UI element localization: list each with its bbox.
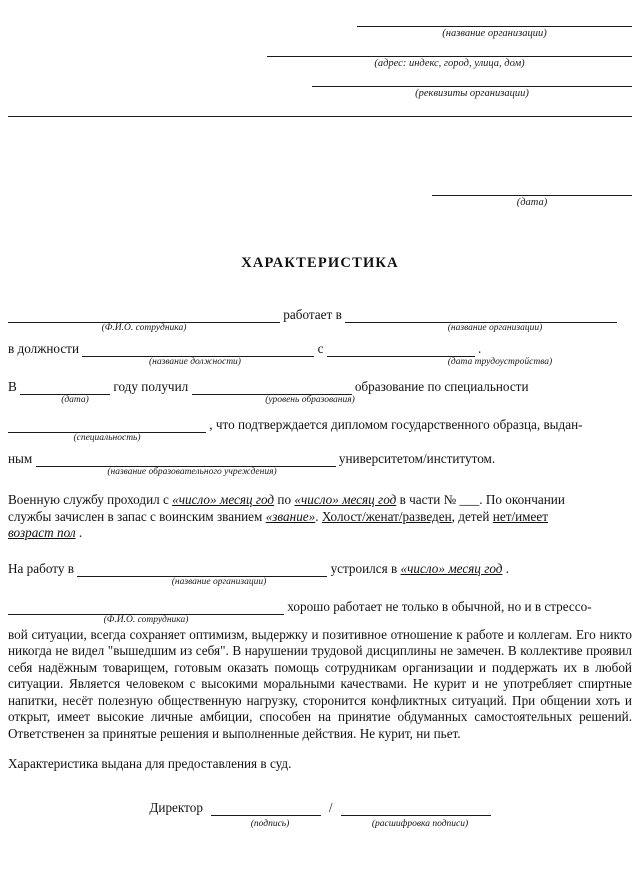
- children-status: нет/имеет: [492, 508, 548, 524]
- edu-speciality-label: образование по специальности: [354, 379, 529, 394]
- edu-prefix-label: В: [8, 379, 17, 394]
- military-date-to: «число» месяц год: [294, 492, 397, 507]
- employee-org-captions: [8, 323, 632, 334]
- eduinst-row: [8, 450, 632, 467]
- director-label: Директор: [149, 799, 203, 815]
- header-org-line: [357, 12, 632, 27]
- work-dot: .: [502, 560, 510, 576]
- header-org-caption-row: [8, 27, 632, 40]
- header-extra-line-row: [8, 102, 632, 117]
- header-org-line-row: [8, 12, 632, 27]
- military-text-6: , детей: [451, 508, 493, 524]
- military-text-8: .: [75, 525, 83, 540]
- edu-level-field[interactable]: [192, 381, 352, 395]
- works-at-label: работает в: [283, 307, 342, 322]
- header-spacer: [8, 119, 632, 181]
- speciality-caption: (специальность): [73, 433, 141, 443]
- military-date-from: «число» месяц год: [172, 492, 275, 507]
- marital-status: Холост/женат/разведен: [321, 508, 452, 524]
- signature-caption: (подпись): [250, 818, 290, 829]
- work-mid: устроился в: [330, 560, 401, 576]
- header-date-line: [432, 181, 632, 196]
- diploma-text: , что подтверждается дипломом государственного образца, выдан-: [209, 417, 583, 432]
- military-paragraph: [8, 492, 632, 542]
- header-address-caption: (адрес: индекс, город, улица, дом): [374, 58, 525, 69]
- education-captions: [8, 395, 632, 406]
- work-org-caption: (название организации): [171, 576, 267, 587]
- header-requisites-line-row: [8, 72, 632, 87]
- signature-row: [8, 799, 632, 816]
- speciality-field[interactable]: [8, 419, 206, 433]
- signature-slash: /: [328, 799, 333, 815]
- edu-level-caption: (уровень образования): [265, 395, 355, 405]
- children-age-sex: возраст пол: [8, 525, 76, 540]
- edu-year-caption: (дата): [61, 395, 89, 405]
- document-header: [8, 12, 632, 209]
- header-requisites-caption: (реквизиты организации): [415, 88, 529, 99]
- header-address-caption-row: [8, 57, 632, 70]
- eduinst-suffix: университетом/институтом.: [338, 451, 496, 466]
- line2-dot: .: [478, 341, 482, 356]
- header-date-caption-row: [8, 196, 632, 209]
- military-text-5: .: [315, 508, 322, 524]
- employee-org-row: [8, 306, 632, 323]
- header-requisites-line: [312, 72, 632, 87]
- with-label: с: [317, 341, 324, 356]
- header-org-caption: (название организации): [442, 28, 547, 39]
- position-row: [8, 340, 632, 357]
- work-prefix: На работу в: [8, 560, 74, 576]
- fio2-field[interactable]: [8, 601, 284, 615]
- military-text-3: в части № ___. По окончании: [396, 492, 565, 507]
- work-date: «число» месяц год: [400, 560, 503, 576]
- speciality-row: [8, 416, 632, 433]
- work-org-caption-row: [8, 577, 632, 588]
- signature-field[interactable]: [211, 802, 321, 816]
- header-org-block: [8, 12, 632, 40]
- military-rank: «звание»: [265, 508, 316, 524]
- document-body: [8, 306, 632, 833]
- header-address-line: [267, 42, 632, 57]
- header-requisites-caption-row: [8, 87, 632, 100]
- eduinst-field[interactable]: [36, 453, 336, 467]
- header-address-block: [8, 42, 632, 70]
- military-text-1: Военную службу проходил с: [8, 492, 173, 507]
- position-field[interactable]: [82, 343, 314, 357]
- work-start-row: [8, 560, 632, 577]
- character-lead-text: хорошо работает не только в обычной, но и в стрессо-: [287, 598, 592, 614]
- eduinst-caption: (название образовательного учреждения): [107, 467, 277, 477]
- org-caption: (название организации): [447, 323, 543, 333]
- hiredate-caption: (дата трудоустройства): [447, 357, 553, 367]
- fio-caption: (Ф.И.О. сотрудника): [101, 323, 187, 333]
- fio2-caption-row: [8, 615, 632, 626]
- signature-decode-field[interactable]: [341, 802, 491, 816]
- header-date-line-row: [8, 181, 632, 196]
- position-caption: (название должности): [149, 357, 241, 367]
- work-org-field[interactable]: [77, 563, 327, 577]
- header-date-block: [8, 181, 632, 209]
- military-text-4: службы зачислен в запас с воинским званием: [8, 508, 266, 524]
- edu-year-field[interactable]: [20, 381, 110, 395]
- hiredate-field[interactable]: [327, 343, 475, 357]
- header-date-caption: (дата): [516, 197, 548, 208]
- signature-captions: [8, 816, 632, 833]
- org-field[interactable]: [345, 309, 617, 323]
- position-captions: [8, 357, 632, 368]
- page-title: ХАРАКТЕРИСТИКА: [241, 255, 399, 271]
- character-paragraph: вой ситуации, всегда сохраняет оптимизм, выдержку и позитивное отношение к работе и коллегам. Его никто никогда не видел "вышедшим из себя". В нарушении трудовой дисциплины не замечен. В коллективе проявил себя надёжным товарищем, готовым оказать помощь сотрудникам организации и поддержать их в любой ситуации. Является человеком с высокими моральными качествами. Не курит и не употребляет спиртные напитки, несёт полезную общественную нагрузку, сторонится конфликтных ситуаций. При общении хоть и открыт, имеет высокие личные амбиции, способен на принятие обдуманных самостоятельных решений. Ответственен за принятые решения и выполненные действия. Не курит, ни пьет.: [8, 626, 632, 741]
- header-extra-line: [8, 102, 632, 117]
- position-label: в должности: [8, 341, 79, 356]
- purpose-paragraph: Характеристика выдана для предоставления в суд.: [8, 756, 292, 771]
- military-text-2: по: [274, 492, 295, 507]
- fio2-caption: (Ф.И.О. сотрудника): [103, 614, 189, 625]
- character-lead-row: [8, 598, 632, 615]
- fio-field[interactable]: [8, 309, 280, 323]
- eduinst-caption-row: [8, 467, 632, 478]
- header-address-line-row: [8, 42, 632, 57]
- header-extra-block: [8, 102, 632, 117]
- eduinst-prefix: ным: [8, 451, 33, 466]
- header-requisites-block: [8, 72, 632, 100]
- edu-year-label: году получил: [113, 379, 189, 394]
- speciality-caption-row: [8, 433, 632, 444]
- education-row: [8, 378, 632, 395]
- signature-decode-caption: (расшифровка подписи): [371, 818, 469, 829]
